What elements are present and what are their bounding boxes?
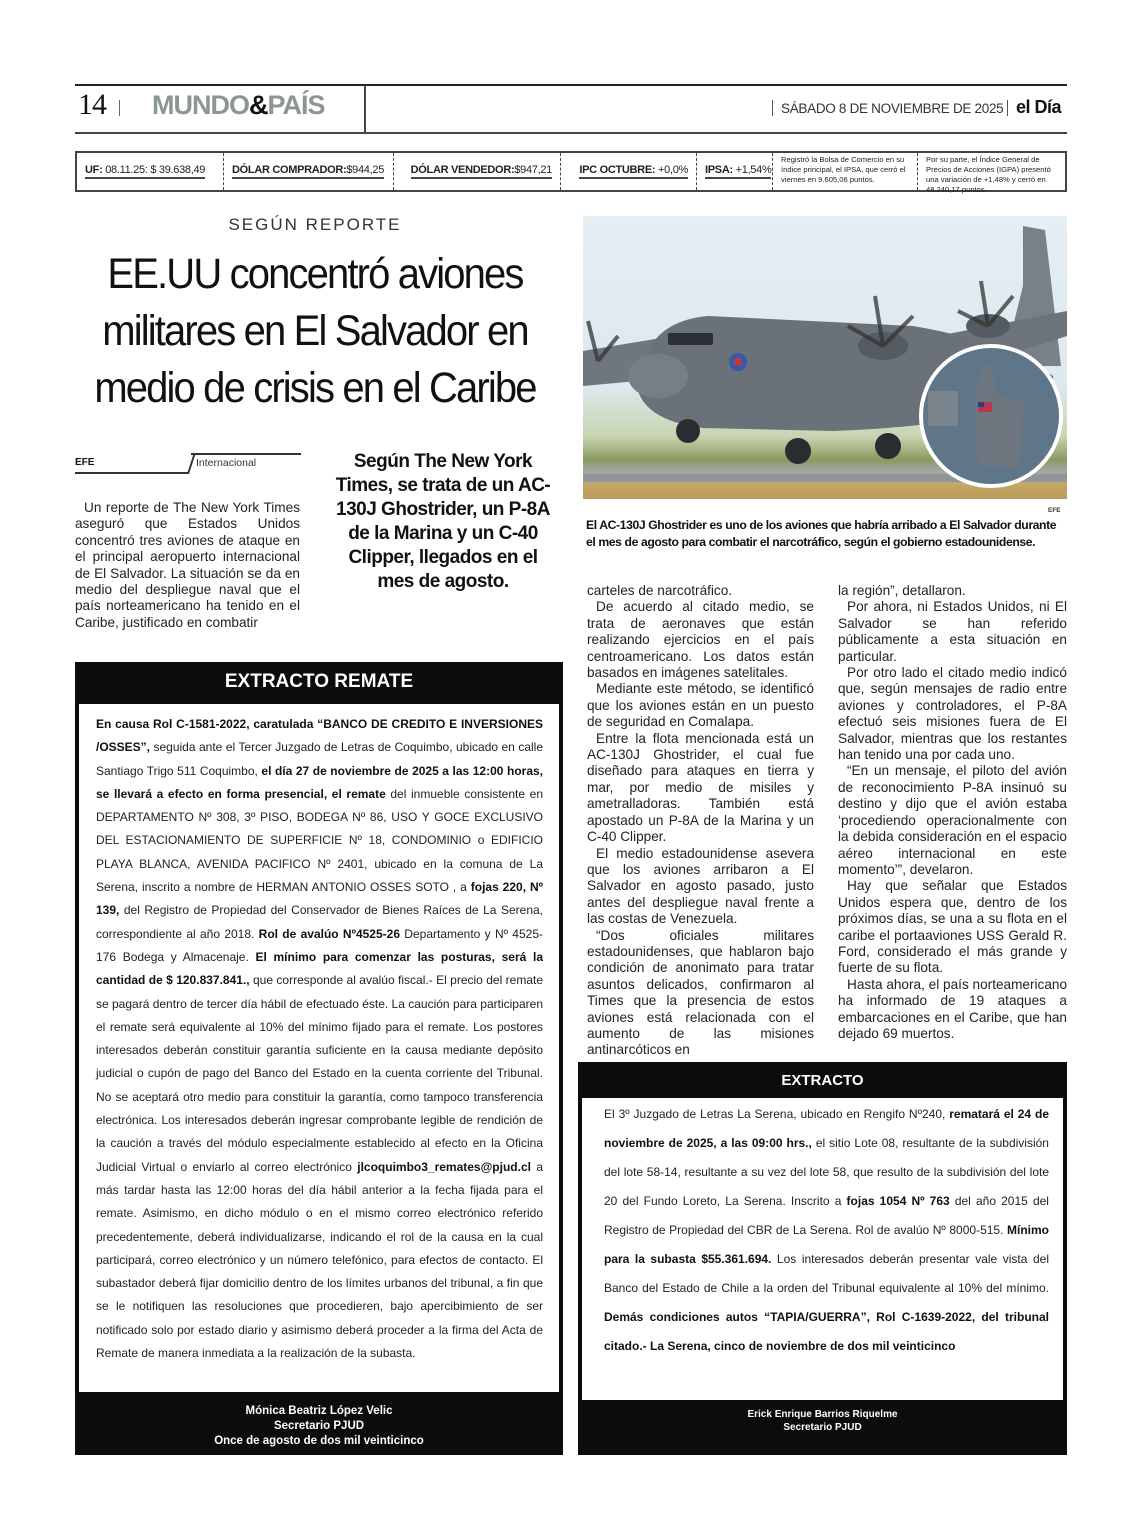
paragraph: “En un mensaje, el piloto del avión de reconocimiento P-8A insinuó su destino y dijo que el avión estaba ‘procediendo operacionalmente con la debida consideración en el espacio aéreo internacional en este momento’”, develaron. [838,763,1067,877]
photo-credit: EFE [1048,507,1061,514]
economic-indicators-bar [75,151,1067,192]
header-bottom-rule [75,132,1067,134]
divider [772,100,773,116]
legal-notice-extracto [578,1062,1067,1455]
legal-notice-body [582,1098,1063,1400]
paragraph: Por ahora, ni Estados Unidos, ni El Salvador se han referido públicamente a esta situación en particular. [838,599,1067,664]
igpa-note: Por su parte, el Índice General de Precios de Acciones (IGPA) presentó una variación de +1,48% y cerró en 48.240,17 puntos. [926,155,1051,194]
text-run: a más tardar hasta las 12:00 horas del día hábil anterior a la fecha fijada para el remate. Asimismo, en dicho módulo o en el mismo correo electrónico referido precedentemente, deberá individualizarse, indicando el rol de la causa en la cual participará, correo electrónico y un número telefónico, para efectos de contacto. El subastador deberá fijar domicilio dentro de los límites urbanos del tribunal, a fin que se le notifiquen las resoluciones que procedieren, bajo apercibimiento de ser notificado solo por estado diario y asimismo deberá proceder a la firma del Acta de Remate de manera inmediata a la realización de la subasta. [96,1159,543,1361]
emphasized-text: fojas 1054 Nº 763 [846,1194,950,1208]
indicator-label: DÓLAR VENDEDOR: [410,164,515,176]
legal-notice-remate [75,662,563,1455]
text-run: Departamento y Nº 4525-176 Bodega y Almacenaje. [96,926,543,964]
header-top-rule [75,84,1067,86]
emphasized-text: En causa Rol C-1581-2022, caratulada “BANCO DE CREDITO E INVERSIONES /OSSES”, [96,717,543,755]
paragraph: El medio estadounidense asevera que los aviones arribaron a El Salvador en agosto pasado, justo antes del despliegue naval frente a las costas de Venezuela. [587,845,814,927]
indicator-label: IPC OCTUBRE: [579,164,656,176]
emphasized-text: Demás condiciones autos “TAPIA/GUERRA”, Rol C-1639-2022, del tribunal citado.- La Serena, cinco de noviembre de dos mil veinticinco [604,1310,1049,1353]
legal-notice-body [79,704,559,1392]
indicator-value: $947,21 [514,164,552,176]
newspaper-logo: el Día [1016,97,1062,117]
paragraph: la región”, detallaron. [838,583,966,598]
indicator-uf [77,153,224,190]
paragraph: “Dos oficiales militares estadounidenses, que hablaron bajo condición de anonimato para tratar asuntos delicados, confirmaron al Times que la presencia de estos aviones está relacionada con el aumento de las misiones antinarcóticos en [587,927,814,1058]
signature-date: Once de agosto de dos mil veinticinco [214,1435,424,1447]
legal-notice-signature [75,1404,563,1449]
emphasized-text: El mínimo para comenzar las posturas, será la cantidad de $ 120.837.841., [96,949,543,988]
emphasized-text: Mínimo para la subasta $55.361.694. [604,1223,1049,1266]
divider [119,100,120,116]
section-title-part1: MUNDO [152,90,249,120]
legal-notice-title: EXTRACTO [781,1072,864,1089]
article-column-1 [75,500,300,631]
legal-notice-title: EXTRACTO REMATE [224,671,414,692]
text-run: el sitio Lote 08, resultante de la subdivisión del lote 58-14, resultante a su vez del lote 58, que resulto de la subdivisión del lote 20 del Fundo Loreto, La Serena. Inscrito a [604,1136,1049,1208]
paragraph: Hay que señalar que Estados Unidos espera que, dentro de los próximos días, se una a su flota en el caribe el portaaviones USS Gerald R. Ford, considerado el más grande y fuerte de su flota. [838,878,1067,976]
paragraph: Hasta ahora, el país norteamericano ha informado de 19 ataques a embarcaciones en el Caribe, que han dejado 69 muertos. [838,976,1067,1041]
emphasized-text: Rol de avalúo Nº4525-26 [258,926,400,941]
photo-caption: El AC-130J Ghostrider es uno de los aviones que habría arribado a El Salvador durante el mes de agosto para combatir el narcotráfico, según el gobierno estadounidense. [586,518,1057,549]
indicator-dolar-comprador [224,153,394,190]
text-run: El 3º Juzgado de Letras La Serena, ubicado en Rengifo Nº240, [604,1107,950,1121]
indicator-ipc [561,153,697,190]
legal-notice-signature [578,1408,1067,1434]
indicator-label: UF: [85,164,103,176]
aircraft-illustration [583,216,1067,499]
byline-rule [75,472,189,474]
header-divider [364,85,366,133]
signer-title: Secretario PJUD [273,1420,365,1432]
byline-slash [187,454,195,474]
article-photo [583,216,1067,499]
indicator-ipsa [697,153,773,190]
emphasized-text: rematará el 24 de noviembre de 2025, a las 09:00 hrs., [604,1107,1049,1150]
pull-quote: Según The New York Times, se trata de un AC-130J Ghostrider, un P-8A de la Marina y un C-40 Clipper, llegados en el mes de agosto. [335,451,551,592]
indicator-label: IPSA: [705,164,733,176]
indicator-dolar-vendedor [394,153,561,190]
indicator-label: DÓLAR COMPRADOR: [232,164,347,176]
article-kicker: SEGÚN REPORTE [228,215,402,234]
text-run: del Registro de Propiedad del Conservador de Bienes Raíces de La Serena, correspondiente al año 2018. [96,903,543,941]
divider [1007,100,1008,116]
emphasized-text: fojas 220, Nº 139, [96,880,543,918]
paragraph: De acuerdo al citado medio, se trata de aeronaves que están realizando ejercicios en el país centroamericano. Los datos están basados en imágenes satelitales. [587,599,814,681]
issue-date: SÁBADO 8 DE NOVIEMBRE DE 2025 [781,101,1004,116]
text-run: del inmueble consistente en DEPARTAMENTO Nº 308, 3º PISO, BODEGA Nº 86, USO Y GOCE EXCLUSIVO DEL ESTACIONAMIENTO DE SUPERFICIE Nº 18, CONDOMINIO o EDIFICIO PLAYA BLANCA, AVENIDA PACIFICO Nº 2401, ubicado en la comuna de La Serena, inscrito a nombre de HERMAN ANTONIO OSSES SOTO , a [96,786,543,895]
section-title [152,90,325,121]
page-number: 14 [78,88,106,121]
ipsa-note: Registró la Bolsa de Comercio en su índice principal, el IPSA, que cerró el viernes en 9.605,06 puntos. [773,153,918,190]
paragraph: Entre la flota mencionada está un AC-130J Ghostrider, el cual fue diseñado para ataques en tierra y mar, por medio de misiles y ametralladoras. También está apostado un P-8A de la Marina y un C-40 Clipper. [587,730,814,845]
paragraph: Mediante este método, se identificó que los aviones están en un puesto de seguridad en Comalapa. [587,681,814,730]
paragraph: carteles de narcotráfico. [587,583,733,598]
indicator-value: $944,25 [346,164,385,176]
emphasized-text: jlcoquimbo3_remates@pjud.cl [357,1159,531,1174]
byline [75,452,300,474]
article-column-2 [587,583,814,1059]
indicator-value: +1,54% [735,164,772,176]
indicator-value: +0,0% [658,164,688,176]
text-run: del año 2015 del Registro de Propiedad del CBR de La Serena. Rol de avalúo Nº 8000-515. [604,1194,1049,1237]
section-title-part2: PAÍS [267,90,325,120]
text-run: seguida ante el Tercer Juzgado de Letras de Coquimbo, ubicado en calle Santiago Trigo 511 Coquimbo, [96,740,543,778]
signer-name: Erick Enrique Barrios Riquelme [747,1409,898,1420]
article-column-3 [838,583,1067,1042]
emphasized-text: el día 27 de noviembre de 2025 a las 12:00 horas, se llevará a efecto en forma presencial, el remate [96,763,543,801]
signer-title: Secretario PJUD [783,1422,862,1433]
byline-category: Internacional [196,457,257,469]
article-headline: EE.UU concentró aviones militares en El Salvador en medio de crisis en el Caribe [94,250,536,412]
indicator-value: 08.11.25: $ 39.638,49 [105,164,206,176]
byline-rule [191,453,301,455]
text-run: Los interesados deberán presentar vale vista del Banco del Estado de Chile a la orden del Tribunal equivalente al 10% del mínimo. [604,1252,1049,1295]
paragraph: Un reporte de The New York Times aseguró que Estados Unidos concentró tres aviones de ataque en el principal aeropuerto internacional de El Salvador. La situación se da en medio del despliegue naval que el país norteamericano ha tenido en el Caribe, justificado en combatir [75,500,300,630]
byline-source: EFE [75,457,95,468]
text-run: que corresponde al avalúo fiscal.- El precio del remate se pagará dentro de tercer día hábil de efectuado éste. La caución para participaren el remate será equivalente al 10% del mínimo fijado para el remate. Los postores interesados deberán constituir garantía suficiente en la causa mediante depósito judicial o cupón de pago del Banco del Estado en la cuenta corriente del Tribunal. No se aceptará otro medio para constituir la garantía, como tampoco transferencia electrónica. Los interesados deberán ingresar comprobante legible de rendición de la caución a través del módulo especialmente establecido al efecto en la Oficina Judicial Virtual o enviarlo al correo electrónico [96,973,543,1174]
section-title-amp: & [249,90,268,120]
paragraph: Por otro lado el citado medio indicó que, según mensajes de radio entre aviones y controladores, el P-8A efectuó seis misiones fuera de El Salvador, mientras que los restantes han tenido una por cada uno. [838,665,1067,763]
signer-name: Mónica Beatriz López Velic [245,1405,393,1417]
